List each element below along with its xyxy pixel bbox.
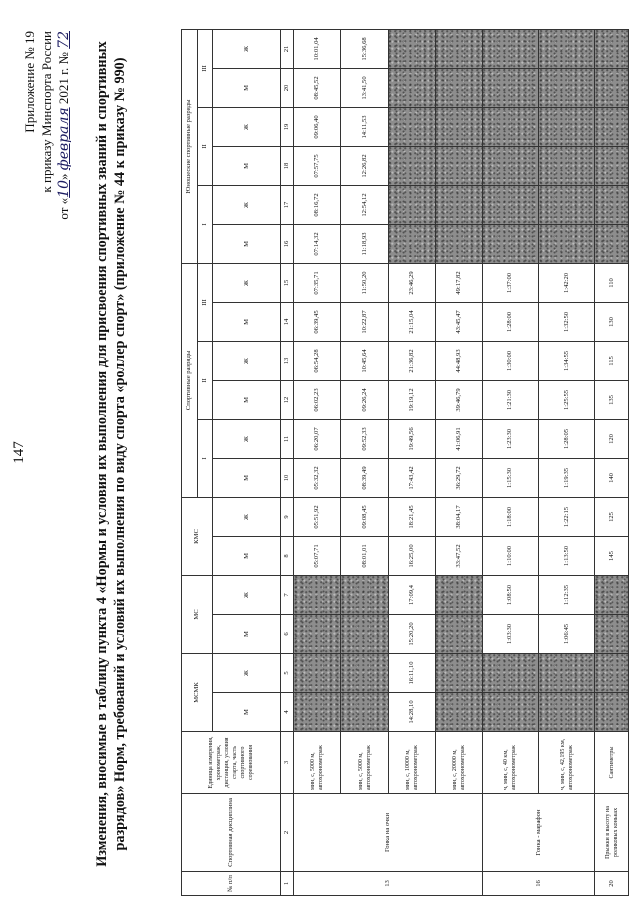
row-unit: мин, с, 5000 м, автохронометраж — [294, 732, 341, 794]
table-row — [595, 29, 629, 895]
value-cell: 16:11,10 — [388, 654, 435, 693]
column-number: 1 — [280, 872, 293, 896]
value-cell — [341, 693, 388, 732]
column-number: 15 — [280, 263, 293, 302]
row-discipline: Прыжки в высоту на роликовых коньках — [595, 794, 629, 872]
header-junior-rank-2: II — [197, 107, 213, 185]
value-cell: 07:57,75 — [294, 146, 341, 185]
column-number: 8 — [280, 536, 293, 575]
value-cell: 06:39,45 — [294, 302, 341, 341]
value-cell: 11:18,93 — [341, 224, 388, 263]
value-cell: 12:54,12 — [341, 185, 388, 224]
table-row — [388, 29, 435, 895]
header-men: М — [213, 68, 280, 107]
value-cell — [482, 654, 538, 693]
header-women: Ж — [213, 497, 280, 536]
appendix-line1: Приложение № 19 — [22, 31, 37, 133]
value-cell — [539, 146, 595, 185]
row-discipline: Гонка на очки — [294, 794, 483, 872]
handwritten-order-number: 72 — [56, 31, 72, 49]
value-cell — [595, 146, 629, 185]
value-cell — [341, 575, 388, 614]
row-number: 20 — [595, 872, 629, 896]
appendix-line3: от «10» февраля 2021 г. № 72 — [56, 31, 72, 220]
value-cell: 39:46,79 — [435, 380, 482, 419]
value-cell: 05:51,92 — [294, 497, 341, 536]
value-cell: 1:25:55 — [539, 380, 595, 419]
value-cell: 44:48,93 — [435, 341, 482, 380]
column-number: 12 — [280, 380, 293, 419]
value-cell: 14:28,10 — [388, 693, 435, 732]
value-cell: 49:17,82 — [435, 263, 482, 302]
value-cell — [482, 224, 538, 263]
value-cell — [482, 146, 538, 185]
header-men: М — [213, 146, 280, 185]
value-cell: 43:45,47 — [435, 302, 482, 341]
value-cell: 1:08:50 — [482, 575, 538, 614]
value-cell: 08:39,49 — [341, 458, 388, 497]
value-cell: 1:42:20 — [539, 263, 595, 302]
value-cell — [539, 224, 595, 263]
value-cell: 33:47,52 — [435, 536, 482, 575]
value-cell: 09:52,33 — [341, 419, 388, 458]
row-unit: мин, с, 5000 м, автохронометраж — [341, 732, 388, 794]
header-junior-rank-1: I — [197, 185, 213, 263]
value-cell: 1:34:55 — [539, 341, 595, 380]
rotated-content — [5, 5, 635, 900]
value-cell: 41:06,91 — [435, 419, 482, 458]
appendix-block — [21, 31, 73, 220]
value-cell: 10:22,87 — [341, 302, 388, 341]
header-men: М — [213, 693, 280, 732]
handwritten-month: февраля — [56, 107, 72, 171]
value-cell: 23:46,29 — [388, 263, 435, 302]
column-number: 21 — [280, 29, 293, 68]
value-cell — [341, 615, 388, 654]
value-cell — [435, 107, 482, 146]
column-number: 19 — [280, 107, 293, 146]
value-cell — [294, 575, 341, 614]
value-cell: 120 — [595, 419, 629, 458]
header-men: М — [213, 302, 280, 341]
value-cell: 09:06,40 — [294, 107, 341, 146]
value-cell: 130 — [595, 302, 629, 341]
value-cell — [539, 185, 595, 224]
value-cell: 36:29,72 — [435, 458, 482, 497]
value-cell: 06:54,28 — [294, 341, 341, 380]
handwritten-day: 10 — [56, 180, 72, 198]
value-cell — [435, 146, 482, 185]
value-cell: 145 — [595, 536, 629, 575]
value-cell: 14:11,53 — [341, 107, 388, 146]
value-cell: 1:10:00 — [482, 536, 538, 575]
column-number: 20 — [280, 68, 293, 107]
value-cell — [294, 615, 341, 654]
header-women: Ж — [213, 575, 280, 614]
header-women: Ж — [213, 341, 280, 380]
value-cell: 15:36,68 — [341, 29, 388, 68]
value-cell — [595, 654, 629, 693]
header-discipline: Спортивная дисциплина — [182, 794, 281, 872]
value-cell — [435, 224, 482, 263]
column-number: 18 — [280, 146, 293, 185]
value-cell: 05:07,71 — [294, 536, 341, 575]
value-cell: 19:49,56 — [388, 419, 435, 458]
table-row — [435, 29, 482, 895]
value-cell — [388, 185, 435, 224]
column-number: 9 — [280, 497, 293, 536]
table-row — [341, 29, 388, 895]
value-cell: 1:23:30 — [482, 419, 538, 458]
table-row — [482, 29, 538, 895]
value-cell: 08:16,72 — [294, 185, 341, 224]
header-sport-ranks: Спортивные разряды — [182, 263, 198, 497]
value-cell — [341, 654, 388, 693]
value-cell — [294, 693, 341, 732]
value-cell: 1:28:05 — [539, 419, 595, 458]
column-number: 5 — [280, 654, 293, 693]
header-women: Ж — [213, 654, 280, 693]
value-cell — [595, 693, 629, 732]
table-row — [294, 29, 341, 895]
row-number: 16 — [482, 872, 594, 896]
value-cell — [435, 654, 482, 693]
value-cell — [482, 29, 538, 68]
value-cell: 05:32,32 — [294, 458, 341, 497]
value-cell: 135 — [595, 380, 629, 419]
value-cell — [539, 68, 595, 107]
table-row — [539, 29, 595, 895]
header-women: Ж — [213, 263, 280, 302]
header-men: М — [213, 615, 280, 654]
row-number: 13 — [294, 872, 483, 896]
value-cell: 125 — [595, 497, 629, 536]
value-cell: 06:20,07 — [294, 419, 341, 458]
value-cell: 1:12:35 — [539, 575, 595, 614]
value-cell — [482, 693, 538, 732]
norms-table — [181, 29, 629, 896]
value-cell — [595, 68, 629, 107]
value-cell: 1:22:15 — [539, 497, 595, 536]
row-unit: ч, мин, с, 40 км, автохронометраж — [482, 732, 538, 794]
value-cell: 17:09,4 — [388, 575, 435, 614]
value-cell — [435, 693, 482, 732]
header-men: М — [213, 380, 280, 419]
header-men: М — [213, 536, 280, 575]
value-cell: 1:28:00 — [482, 302, 538, 341]
value-cell: 1:21:30 — [482, 380, 538, 419]
value-cell: 1:18:00 — [482, 497, 538, 536]
value-cell: 07:35,71 — [294, 263, 341, 302]
value-cell — [482, 185, 538, 224]
header-men: М — [213, 458, 280, 497]
row-unit: Сантиметры — [595, 732, 629, 794]
row-discipline: Гонка - марафон — [482, 794, 594, 872]
value-cell — [595, 107, 629, 146]
header-kms: КМС — [182, 497, 213, 575]
value-cell — [482, 107, 538, 146]
value-cell: 10:01,04 — [294, 29, 341, 68]
value-cell: 115 — [595, 341, 629, 380]
header-men: М — [213, 224, 280, 263]
value-cell — [435, 615, 482, 654]
header-sport-rank-1: I — [197, 419, 213, 497]
header-sport-rank-2: II — [197, 341, 213, 419]
column-number: 16 — [280, 224, 293, 263]
header-junior-rank-3: III — [197, 29, 213, 107]
value-cell: 21:15,04 — [388, 302, 435, 341]
value-cell — [435, 68, 482, 107]
value-cell — [539, 29, 595, 68]
header-sport-rank-3: III — [197, 263, 213, 341]
value-cell: 140 — [595, 458, 629, 497]
value-cell — [435, 29, 482, 68]
value-cell — [595, 575, 629, 614]
value-cell: 08:01,01 — [341, 536, 388, 575]
value-cell: 1:03:30 — [482, 615, 538, 654]
appendix-line2: к приказу Минспорта России — [39, 31, 54, 193]
value-cell — [294, 654, 341, 693]
column-number: 11 — [280, 419, 293, 458]
value-cell — [388, 68, 435, 107]
page-number: 147 — [11, 441, 27, 464]
column-number: 14 — [280, 302, 293, 341]
value-cell — [435, 185, 482, 224]
column-number: 4 — [280, 693, 293, 732]
value-cell — [595, 615, 629, 654]
column-number: 17 — [280, 185, 293, 224]
value-cell: 21:36,82 — [388, 341, 435, 380]
row-unit: мин, с, 20000 м, автохронометраж — [435, 732, 482, 794]
value-cell: 1:06:45 — [539, 615, 595, 654]
value-cell: 16:25,00 — [388, 536, 435, 575]
header-ms: МС — [182, 575, 213, 653]
value-cell: 38:04,17 — [435, 497, 482, 536]
value-cell: 09:08,45 — [341, 497, 388, 536]
value-cell — [482, 68, 538, 107]
header-junior-ranks: Юношеские спортивные разряды — [182, 29, 198, 263]
value-cell: 08:45,52 — [294, 68, 341, 107]
value-cell — [595, 29, 629, 68]
value-cell — [388, 107, 435, 146]
header-women: Ж — [213, 107, 280, 146]
value-cell — [595, 224, 629, 263]
value-cell: 1:30:00 — [482, 341, 538, 380]
value-cell: 09:26,24 — [341, 380, 388, 419]
value-cell: 10:45,64 — [341, 341, 388, 380]
column-number: 2 — [280, 794, 293, 872]
value-cell — [539, 107, 595, 146]
row-unit: мин, с, 10000 м, автохронометраж — [388, 732, 435, 794]
row-unit: ч, мин, с, 42,195 км, автохронометраж — [539, 732, 595, 794]
value-cell — [388, 224, 435, 263]
value-cell: 11:50,20 — [341, 263, 388, 302]
value-cell: 1:32:50 — [539, 302, 595, 341]
value-cell: 18:21,45 — [388, 497, 435, 536]
header-unit: Единица измерения, хронометраж, дистанция, условия старта, часть спортивного соревнования — [182, 732, 281, 794]
column-number: 7 — [280, 575, 293, 614]
value-cell: 12:26,82 — [341, 146, 388, 185]
header-women: Ж — [213, 419, 280, 458]
value-cell: 1:13:50 — [539, 536, 595, 575]
header-msmk: МСМК — [182, 654, 213, 732]
value-cell — [388, 146, 435, 185]
value-cell: 17:43,42 — [388, 458, 435, 497]
column-number: 10 — [280, 458, 293, 497]
document-title: Изменения, вносимые в таблицу пункта 4 «Нормы и условия их выполнения для присвоения спортивных званий и спортивных разрядов» Норм, требований и условий их выполнения по виду спорта «роллер спорт» (приложение № 44 к приказу № 990) — [94, 41, 128, 867]
column-number: 3 — [280, 732, 293, 794]
value-cell — [595, 185, 629, 224]
value-cell: 07:14,32 — [294, 224, 341, 263]
column-number: 13 — [280, 341, 293, 380]
header-women: Ж — [213, 29, 280, 68]
value-cell: 1:19:35 — [539, 458, 595, 497]
value-cell: 1:15:30 — [482, 458, 538, 497]
value-cell: 06:02,23 — [294, 380, 341, 419]
value-cell: 110 — [595, 263, 629, 302]
value-cell — [435, 575, 482, 614]
value-cell — [388, 29, 435, 68]
value-cell: 13:41,50 — [341, 68, 388, 107]
header-num: № п/п — [182, 872, 281, 896]
value-cell — [539, 693, 595, 732]
value-cell: 19:19,12 — [388, 380, 435, 419]
value-cell: 15:20,20 — [388, 615, 435, 654]
value-cell — [539, 654, 595, 693]
value-cell: 1:37:00 — [482, 263, 538, 302]
header-women: Ж — [213, 185, 280, 224]
column-number: 6 — [280, 615, 293, 654]
